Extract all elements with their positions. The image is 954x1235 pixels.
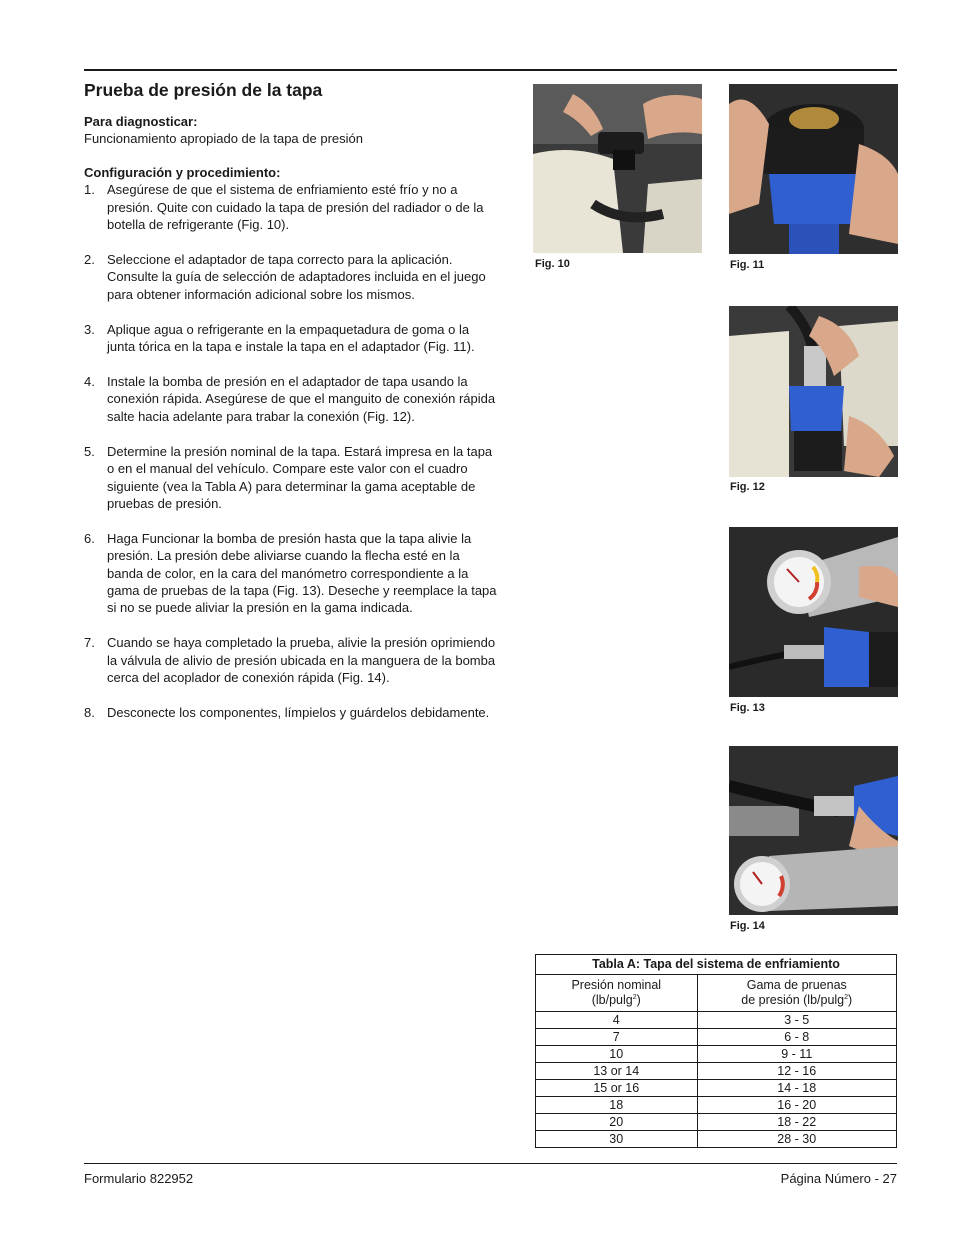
step-text: Haga Funcionar la bomba de presión hasta que la tapa alivie la presión. La presión debe aliviarse cuando la flecha esté en la banda de color, en la cara del manómetro correspondiente a la gama de pruebas de la tapa (Fig. 13). Deseche y reemplace la tapa si no se puede aliviar la presión en la gama indicada. bbox=[107, 530, 497, 616]
table-row bbox=[536, 1029, 897, 1046]
superscript: 2 bbox=[632, 993, 637, 1001]
fig14-caption: Fig. 14 bbox=[730, 920, 765, 932]
col-header-nominal-line1: Presión nominal bbox=[571, 978, 662, 992]
table-row bbox=[536, 1131, 897, 1148]
range-cell: 12 - 16 bbox=[697, 1063, 896, 1080]
range-cell: 6 - 8 bbox=[697, 1029, 896, 1046]
step-item bbox=[84, 373, 499, 425]
range-cell: 18 - 22 bbox=[697, 1114, 896, 1131]
superscript: 2 bbox=[844, 993, 849, 1001]
nominal-cell: 15 or 16 bbox=[536, 1080, 698, 1097]
nominal-cell: 20 bbox=[536, 1114, 698, 1131]
fig13-caption: Fig. 13 bbox=[730, 702, 765, 714]
nominal-cell: 4 bbox=[536, 1012, 698, 1029]
fig12-photo bbox=[729, 306, 898, 477]
diagnose-text: Funcionamiento apropiado de la tapa de presión bbox=[84, 131, 363, 147]
nominal-cell: 30 bbox=[536, 1131, 698, 1148]
nominal-cell: 7 bbox=[536, 1029, 698, 1046]
step-item bbox=[84, 634, 499, 686]
table-row bbox=[536, 1063, 897, 1080]
step-number: 2. bbox=[84, 251, 95, 267]
col-header-nominal-line2: (lb/pulg bbox=[591, 993, 633, 1007]
step-number: 8. bbox=[84, 705, 95, 721]
table-row bbox=[536, 1080, 897, 1097]
range-cell: 9 - 11 bbox=[697, 1046, 896, 1063]
page-number: Página Número - 27 bbox=[780, 1171, 897, 1186]
fig10-photo bbox=[533, 84, 702, 253]
nominal-cell: 18 bbox=[536, 1097, 698, 1114]
fig11-caption: Fig. 11 bbox=[730, 259, 765, 271]
step-number: 3. bbox=[84, 321, 95, 337]
fig12-illustration bbox=[729, 306, 898, 477]
fig14-illustration bbox=[729, 746, 898, 915]
step-item bbox=[84, 181, 499, 233]
step-item bbox=[84, 530, 499, 617]
col-header-range bbox=[697, 975, 896, 1012]
step-text: Instale la bomba de presión en el adaptador de tapa usando la conexión rápida. Asegúrese de que el manguito de conexión rápida salte hacia adelante para trabar la conexión (Fig. 12). bbox=[107, 373, 496, 424]
close-paren: ) bbox=[636, 993, 641, 1007]
bottom-rule bbox=[84, 1163, 897, 1164]
table-row bbox=[536, 1012, 897, 1029]
fig11-illustration bbox=[729, 84, 898, 254]
nominal-cell: 13 or 14 bbox=[536, 1063, 698, 1080]
range-cell: 16 - 20 bbox=[697, 1097, 896, 1114]
fig11-photo bbox=[729, 84, 898, 254]
fig10-caption: Fig. 10 bbox=[535, 258, 570, 270]
pressure-table bbox=[535, 954, 897, 1148]
table-row bbox=[536, 1046, 897, 1063]
nominal-cell: 10 bbox=[536, 1046, 698, 1063]
step-number: 5. bbox=[84, 443, 95, 459]
step-number: 4. bbox=[84, 373, 95, 389]
fig13-illustration bbox=[729, 527, 898, 697]
pressure-table-grid bbox=[535, 954, 897, 1148]
step-text: Desconecte los componentes, límpielos y guárdelos debidamente. bbox=[107, 705, 490, 721]
fig10-illustration bbox=[533, 84, 702, 253]
step-text: Determine la presión nominal de la tapa. Estará impresa en la tapa o en el manual del vehículo. Compare este valor con el cuadro siguiente (vea la Tabla A) para determinar la gama aceptable de pruebas de presión. bbox=[107, 443, 493, 511]
fig14-photo bbox=[729, 746, 898, 915]
procedure-heading: Configuración y procedimiento: bbox=[84, 164, 281, 180]
step-number: 6. bbox=[84, 530, 95, 546]
diagnose-heading: Para diagnosticar: bbox=[84, 114, 198, 129]
col-header-range-line2: de presión (lb/pulg bbox=[741, 993, 845, 1007]
close-paren: ) bbox=[848, 993, 853, 1007]
table-row bbox=[536, 1097, 897, 1114]
table-row bbox=[536, 1114, 897, 1131]
diagnose-section bbox=[84, 113, 499, 148]
form-number: Formulario 822952 bbox=[84, 1171, 194, 1186]
step-text: Asegúrese de que el sistema de enfriamiento esté frío y no a presión. Quite con cuidado la tapa de presión del radiador o de la botella de refrigerante (Fig. 10). bbox=[107, 182, 484, 233]
step-item bbox=[84, 704, 499, 721]
col-header-range-line1: Gama de pruenas bbox=[746, 978, 847, 992]
step-item bbox=[84, 443, 499, 513]
step-item bbox=[84, 251, 499, 303]
step-text: Aplique agua o refrigerante en la empaquetadura de goma o la junta tórica en la tapa e instale la tapa en el adaptador (Fig. 11). bbox=[107, 321, 475, 355]
step-text: Seleccione el adaptador de tapa correcto para la aplicación. Consulte la guía de selección de adaptadores incluida en el juego para obtener información adicional sobre los mismos. bbox=[107, 251, 486, 302]
step-number: 1. bbox=[84, 182, 95, 198]
step-item bbox=[84, 321, 499, 356]
col-header-nominal bbox=[536, 975, 698, 1012]
range-cell: 28 - 30 bbox=[697, 1131, 896, 1148]
fig12-caption: Fig. 12 bbox=[730, 481, 765, 493]
page-title: Prueba de presión de la tapa bbox=[84, 80, 323, 100]
range-cell: 3 - 5 bbox=[697, 1012, 896, 1029]
step-text: Cuando se haya completado la prueba, alivie la presión oprimiendo la válvula de alivio de presión ubicada en la manguera de la bomba cerca del acoplador de conexión rápida (Fig. 14). bbox=[107, 635, 496, 686]
fig13-photo bbox=[729, 527, 898, 697]
instructions-column bbox=[84, 113, 499, 739]
range-cell: 14 - 18 bbox=[697, 1080, 896, 1097]
step-number: 7. bbox=[84, 635, 95, 651]
procedure-steps bbox=[84, 181, 499, 721]
table-caption: Tabla A: Tapa del sistema de enfriamiento bbox=[536, 955, 897, 975]
top-rule bbox=[84, 69, 897, 71]
